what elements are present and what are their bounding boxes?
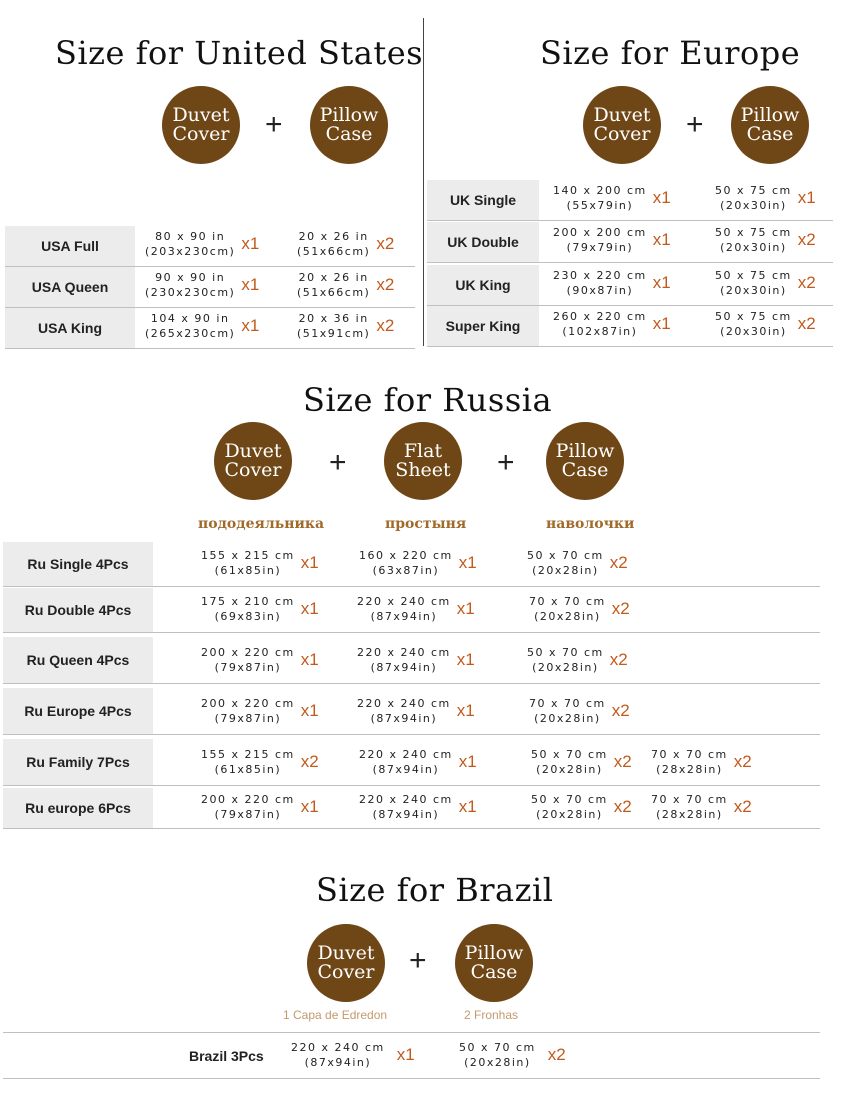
size-primary: 50 x 70 cm	[459, 1041, 536, 1054]
badge-line: Duvet	[172, 104, 230, 126]
size-secondary: (87x94in)	[304, 1056, 372, 1069]
quantity: x2	[733, 752, 752, 771]
russia-title: Size for Russia	[303, 381, 553, 419]
pillow-size	[527, 548, 628, 578]
duvet-size	[291, 1040, 415, 1070]
size-primary: 175 x 210 cm	[201, 595, 295, 608]
section-divider	[423, 18, 424, 346]
badge-line: Sheet	[395, 459, 451, 481]
size-primary: 90 x 90 in	[155, 271, 226, 284]
quantity: x1	[300, 650, 319, 669]
size-primary: 155 x 215 cm	[201, 549, 295, 562]
size-primary: 50 x 75 cm	[715, 310, 792, 323]
quantity: x1	[652, 314, 671, 333]
size-primary: 50 x 70 cm	[527, 549, 604, 562]
size-secondary: (79x87in)	[214, 661, 282, 674]
size-primary: 200 x 220 cm	[201, 646, 295, 659]
size-name: Ru Europe 4Pcs	[3, 688, 153, 734]
plus-sign: +	[265, 108, 283, 141]
size-primary: 220 x 240 cm	[357, 697, 451, 710]
badge-line: Flat	[403, 440, 443, 462]
quantity: x2	[797, 314, 816, 333]
sheet-size	[357, 645, 475, 675]
quantity: x1	[396, 1045, 415, 1064]
duvet-size	[201, 792, 319, 822]
badge-line: Case	[746, 123, 794, 145]
pillow-size	[297, 229, 394, 259]
quantity: x1	[652, 230, 671, 249]
quantity: x1	[300, 599, 319, 618]
pillow-size	[297, 270, 394, 300]
russia-duvet-label: пододеяльника	[198, 516, 325, 532]
quantity: x2	[611, 599, 630, 618]
pillow-size	[715, 225, 816, 255]
size-secondary: (20x30in)	[720, 199, 787, 212]
size-secondary: (20x30in)	[720, 325, 787, 338]
quantity: x2	[609, 553, 628, 572]
table-row	[5, 226, 415, 267]
brazil-pillow-case-badge	[455, 924, 533, 1002]
quantity: x2	[609, 650, 628, 669]
duvet-size	[553, 183, 671, 213]
size-secondary: (51x91cm)	[297, 327, 371, 340]
size-secondary: (20x30in)	[720, 241, 787, 254]
quantity: x2	[613, 752, 632, 771]
size-secondary: (102x87in)	[562, 325, 638, 338]
table-row	[3, 788, 820, 829]
size-primary: 140 x 200 cm	[553, 184, 647, 197]
size-secondary: (28x28in)	[656, 808, 723, 821]
duvet-size	[201, 594, 319, 624]
badge-line: Case	[325, 123, 373, 145]
brazil-duvet-cover-badge	[307, 924, 385, 1002]
duvet-size	[553, 309, 671, 339]
table-row	[427, 306, 833, 347]
sheet-size	[359, 548, 477, 578]
size-primary: 50 x 75 cm	[715, 184, 792, 197]
quantity: x1	[300, 797, 319, 816]
brazil-title: Size for Brazil	[316, 871, 554, 909]
table-row	[5, 267, 415, 308]
quantity: x1	[241, 316, 260, 335]
size-primary: 200 x 220 cm	[201, 697, 295, 710]
quantity: x1	[300, 701, 319, 720]
size-primary: 20 x 26 in	[298, 230, 369, 243]
size-primary: 220 x 240 cm	[359, 748, 453, 761]
size-secondary: (203x230cm)	[145, 245, 236, 258]
size-primary: 80 x 90 in	[155, 230, 226, 243]
size-secondary: (79x87in)	[214, 808, 282, 821]
size-secondary: (61x85in)	[214, 763, 282, 776]
size-name: Ru Single 4Pcs	[3, 542, 153, 586]
size-secondary: (51x66cm)	[297, 286, 371, 299]
size-primary: 220 x 240 cm	[357, 646, 451, 659]
russia-duvet-cover-badge	[214, 422, 292, 500]
extra-pillow-size	[651, 792, 752, 822]
table-row	[3, 542, 820, 587]
badge-line: Pillow	[555, 440, 615, 462]
quantity: x1	[456, 650, 475, 669]
size-primary: 70 x 70 cm	[529, 595, 606, 608]
duvet-size	[553, 225, 671, 255]
brazil-top-rule	[3, 1032, 820, 1033]
russia-pillow-case-badge	[546, 422, 624, 500]
quantity: x2	[376, 316, 395, 335]
brazil-pillow-label: 2 Fronhas	[464, 1008, 519, 1022]
size-secondary: (20x28in)	[532, 564, 599, 577]
size-name: Brazil 3Pcs	[189, 1048, 264, 1064]
quantity: x1	[652, 273, 671, 292]
quantity: x2	[547, 1045, 566, 1064]
size-primary: 220 x 240 cm	[357, 595, 451, 608]
duvet-size	[201, 548, 319, 578]
size-primary: 70 x 70 cm	[529, 697, 606, 710]
europe-pillow-case-badge	[731, 86, 809, 164]
size-primary: 260 x 220 cm	[553, 310, 647, 323]
usa-pillow-case-badge	[310, 86, 388, 164]
sheet-size	[357, 696, 475, 726]
size-name: UK King	[427, 265, 539, 305]
size-name: UK Double	[427, 222, 539, 262]
size-primary: 160 x 220 cm	[359, 549, 453, 562]
size-secondary: (87x94in)	[372, 808, 440, 821]
badge-line: Cover	[317, 961, 375, 983]
size-secondary: (20x28in)	[534, 610, 601, 623]
size-primary: 50 x 70 cm	[531, 793, 608, 806]
size-secondary: (69x83in)	[214, 610, 282, 623]
brazil-duvet-label: 1 Capa de Edredon	[283, 1008, 388, 1022]
size-secondary: (230x230cm)	[145, 286, 236, 299]
sheet-size	[359, 792, 477, 822]
size-secondary: (87x94in)	[372, 763, 440, 776]
badge-line: Pillow	[740, 104, 800, 126]
badge-line: Cover	[172, 123, 230, 145]
quantity: x1	[458, 752, 477, 771]
size-name: Ru Double 4Pcs	[3, 588, 153, 632]
quantity: x2	[376, 234, 395, 253]
badge-line: Case	[561, 459, 609, 481]
quantity: x1	[456, 599, 475, 618]
table-row	[5, 308, 415, 349]
size-secondary: (87x94in)	[370, 610, 438, 623]
size-name: Super King	[427, 306, 539, 346]
quantity: x1	[458, 553, 477, 572]
duvet-size	[201, 645, 319, 675]
size-name: USA Queen	[5, 267, 135, 307]
size-name: Ru europe 6Pcs	[3, 788, 153, 828]
size-name: Ru Queen 4Pcs	[3, 637, 153, 683]
size-primary: 200 x 200 cm	[553, 226, 647, 239]
quantity: x2	[733, 797, 752, 816]
pillow-size	[531, 792, 632, 822]
size-secondary: (51x66cm)	[297, 245, 371, 258]
badge-line: Duvet	[317, 942, 375, 964]
pillow-size	[529, 696, 630, 726]
sheet-size	[357, 594, 475, 624]
size-secondary: (265x230cm)	[145, 327, 236, 340]
duvet-size	[145, 229, 259, 259]
size-secondary: (87x94in)	[370, 712, 438, 725]
size-name: Ru Family 7Pcs	[3, 739, 153, 785]
size-secondary: (20x28in)	[464, 1056, 531, 1069]
duvet-size	[201, 747, 319, 777]
europe-duvet-cover-badge	[583, 86, 661, 164]
size-primary: 230 x 220 cm	[553, 269, 647, 282]
size-secondary: (55x79in)	[566, 199, 634, 212]
plus-sign: +	[686, 108, 704, 141]
sheet-size	[359, 747, 477, 777]
russia-sheet-label: простыня	[385, 516, 467, 532]
size-primary: 220 x 240 cm	[291, 1041, 385, 1054]
table-row	[3, 637, 820, 684]
russia-flat-sheet-badge	[384, 422, 462, 500]
plus-sign: +	[409, 944, 427, 977]
size-primary: 220 x 240 cm	[359, 793, 453, 806]
quantity: x2	[797, 273, 816, 292]
extra-pillow-size	[651, 747, 752, 777]
size-primary: 50 x 75 cm	[715, 269, 792, 282]
size-primary: 70 x 70 cm	[651, 748, 728, 761]
size-secondary: (20x28in)	[536, 763, 603, 776]
size-secondary: (87x94in)	[370, 661, 438, 674]
table-row	[427, 222, 833, 263]
size-secondary: (63x87in)	[372, 564, 440, 577]
size-primary: 20 x 36 in	[298, 312, 369, 325]
quantity: x2	[611, 701, 630, 720]
size-primary: 50 x 70 cm	[531, 748, 608, 761]
size-primary: 155 x 215 cm	[201, 748, 295, 761]
quantity: x1	[241, 275, 260, 294]
russia-pillow-label: наволочки	[546, 516, 635, 532]
plus-sign: +	[497, 446, 515, 479]
size-secondary: (79x79in)	[566, 241, 634, 254]
quantity: x2	[300, 752, 319, 771]
size-primary: 50 x 70 cm	[527, 646, 604, 659]
quantity: x1	[241, 234, 260, 253]
quantity: x1	[797, 188, 816, 207]
badge-line: Case	[470, 961, 518, 983]
size-secondary: (28x28in)	[656, 763, 723, 776]
pillow-size	[715, 309, 816, 339]
table-row	[3, 739, 820, 786]
size-primary: 20 x 26 in	[298, 271, 369, 284]
quantity: x1	[652, 188, 671, 207]
plus-sign: +	[329, 446, 347, 479]
size-secondary: (20x28in)	[536, 808, 603, 821]
pillow-size	[459, 1040, 566, 1070]
duvet-size	[201, 696, 319, 726]
size-primary: 70 x 70 cm	[651, 793, 728, 806]
pillow-size	[715, 268, 816, 298]
size-primary: 104 x 90 in	[150, 312, 230, 325]
quantity: x1	[456, 701, 475, 720]
size-secondary: (20x28in)	[534, 712, 601, 725]
pillow-size	[531, 747, 632, 777]
europe-title: Size for Europe	[540, 34, 801, 72]
pillow-size	[297, 311, 394, 341]
table-row	[427, 265, 833, 306]
badge-line: Duvet	[224, 440, 282, 462]
table-row	[3, 688, 820, 735]
duvet-size	[145, 311, 259, 341]
badge-line: Cover	[224, 459, 282, 481]
quantity: x1	[300, 553, 319, 572]
usa-title: Size for United States	[55, 34, 424, 72]
size-secondary: (90x87in)	[566, 284, 634, 297]
duvet-size	[553, 268, 671, 298]
table-row	[427, 180, 833, 221]
size-name: USA Full	[5, 226, 135, 266]
table-row	[3, 1034, 820, 1079]
size-name: UK Single	[427, 180, 539, 220]
table-row	[3, 588, 820, 633]
pillow-size	[529, 594, 630, 624]
quantity: x2	[797, 230, 816, 249]
size-secondary: (61x85in)	[214, 564, 282, 577]
size-primary: 50 x 75 cm	[715, 226, 792, 239]
usa-duvet-cover-badge	[162, 86, 240, 164]
quantity: x1	[458, 797, 477, 816]
size-secondary: (20x30in)	[720, 284, 787, 297]
quantity: x2	[613, 797, 632, 816]
size-name: USA King	[5, 308, 135, 348]
quantity: x2	[376, 275, 395, 294]
badge-line: Pillow	[464, 942, 524, 964]
pillow-size	[527, 645, 628, 675]
badge-line: Pillow	[319, 104, 379, 126]
size-secondary: (79x87in)	[214, 712, 282, 725]
badge-line: Cover	[593, 123, 651, 145]
duvet-size	[145, 270, 259, 300]
pillow-size	[715, 183, 816, 213]
size-secondary: (20x28in)	[532, 661, 599, 674]
badge-line: Duvet	[593, 104, 651, 126]
size-primary: 200 x 220 cm	[201, 793, 295, 806]
